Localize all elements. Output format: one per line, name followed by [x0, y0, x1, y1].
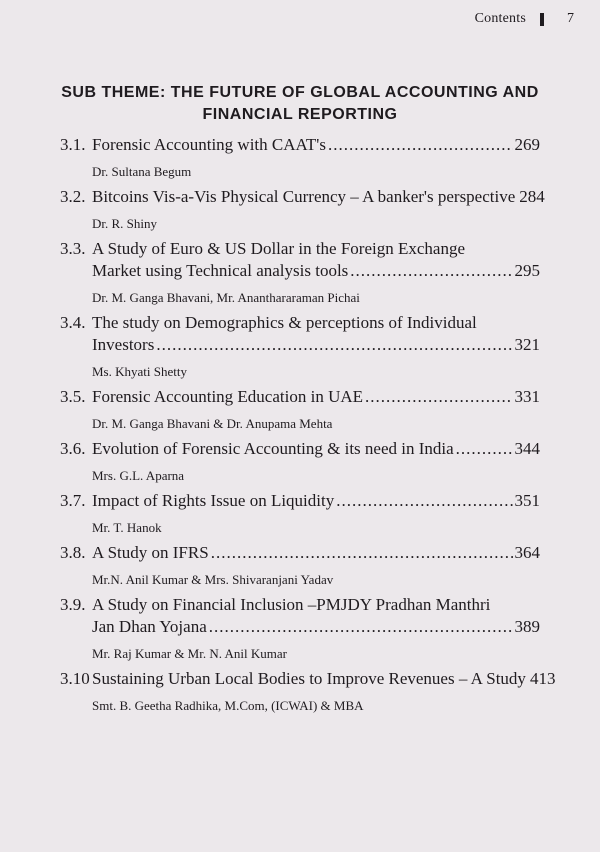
- toc-entry-number: 3.10: [60, 669, 90, 688]
- toc-entry: [60, 438, 540, 486]
- toc-entry-author: Smt. B. Geetha Radhika, M.Com, (ICWAI) & MBA: [92, 698, 364, 713]
- toc-entry-title-text: Forensic Accounting with CAAT's: [92, 135, 326, 154]
- toc-entry-author: Mr. Raj Kumar & Mr. N. Anil Kumar: [92, 646, 287, 661]
- toc-entry-page: 284: [519, 187, 545, 206]
- toc-entry: [60, 134, 540, 182]
- toc-entry-number: 3.4.: [60, 313, 86, 332]
- toc-entry-title-line-1: [60, 594, 540, 616]
- toc-entry: [60, 490, 540, 538]
- toc-entry: [60, 542, 540, 590]
- toc-entry-title: [60, 668, 556, 690]
- toc-entry-author: Mr.N. Anil Kumar & Mrs. Shivaranjani Yadav: [92, 572, 334, 587]
- toc-entry: [60, 668, 556, 716]
- dot-leader: [350, 260, 512, 282]
- toc-entry-page: 364: [514, 543, 540, 562]
- dot-leader: [365, 386, 512, 408]
- toc-entry-title-text: Investors: [92, 335, 155, 354]
- dot-leader: [328, 134, 513, 156]
- toc-entry-number: 3.6.: [60, 439, 86, 458]
- dot-leader: [456, 438, 513, 460]
- toc-entry-title-text: A Study on IFRS: [92, 543, 209, 562]
- toc-entry-author: Dr. M. Ganga Bhavani & Dr. Anupama Mehta: [92, 416, 333, 431]
- dot-leader: [156, 334, 512, 356]
- toc-entry-title-text: A Study on Financial Inclusion –PMJDY Pradhan Manthri: [92, 595, 491, 614]
- toc-entry-title-text: A Study of Euro & US Dollar in the Foreign Exchange: [92, 239, 466, 258]
- toc-entry-number: 3.1.: [60, 135, 86, 154]
- toc-entry-number: 3.2.: [60, 187, 86, 206]
- dot-leader: [211, 542, 513, 564]
- toc-entry-page: 295: [514, 261, 540, 280]
- toc-entry: [60, 186, 545, 234]
- toc-entry-title-line-1: [60, 238, 540, 260]
- toc-entry-page: 351: [514, 491, 540, 510]
- toc-entry-title-text: Jan Dhan Yojana: [92, 617, 207, 636]
- toc-entry-title-line-2: [60, 616, 540, 638]
- toc-entry-author: Dr. R. Shiny: [92, 216, 158, 231]
- dot-leader: [336, 490, 512, 512]
- toc-entry-title-text: Evolution of Forensic Accounting & its need in India: [92, 439, 454, 458]
- toc-entry-number: 3.5.: [60, 387, 86, 406]
- toc-entry-number: 3.7.: [60, 491, 86, 510]
- toc-entry: [60, 386, 540, 434]
- toc-entry-title-text: Market using Technical analysis tools: [92, 261, 349, 280]
- toc-entry-number: 3.8.: [60, 543, 86, 562]
- dot-leader: [209, 616, 513, 638]
- header-section-label: Contents: [474, 11, 526, 26]
- toc-entry: [60, 312, 540, 382]
- toc-entry-number: 3.9.: [60, 595, 86, 614]
- toc-entry-page: 413: [529, 669, 556, 688]
- toc-entry-title: [60, 386, 540, 408]
- running-header: [0, 10, 600, 28]
- toc-entry-title-text: Sustaining Urban Local Bodies to Improve Revenues – A Study: [92, 669, 526, 688]
- toc-entry-title: [60, 542, 540, 564]
- toc-entry-title-text: Forensic Accounting Education in UAE: [92, 387, 364, 406]
- sub-theme-heading: SUB THEME: THE FUTURE OF GLOBAL ACCOUNTING AND FINANCIAL REPORTING: [61, 84, 539, 123]
- toc-entry-title: [60, 490, 540, 512]
- toc-entry-page: 389: [514, 617, 540, 636]
- toc-entry-title: [60, 134, 540, 156]
- toc-entry-title-text: The study on Demographics & perceptions of Individual: [92, 313, 477, 332]
- toc-entry-author: Mrs. G.L. Aparna: [92, 468, 185, 483]
- toc-entry-author: Mr. T. Hanok: [92, 520, 162, 535]
- toc-entry-title-line-2: [60, 260, 540, 282]
- toc-entries: [60, 134, 556, 716]
- toc-entry-title-line-2: [60, 334, 540, 356]
- toc-entry-number: 3.3.: [60, 239, 86, 258]
- toc-entry-page: 269: [514, 135, 540, 154]
- toc-entry-page: 321: [514, 335, 540, 354]
- toc-entry-title: [60, 186, 545, 208]
- toc-entry: [60, 594, 540, 664]
- toc-entry-title-text: Bitcoins Vis-a-Vis Physical Currency – A banker's perspective: [92, 187, 516, 206]
- toc-entry: [60, 238, 540, 308]
- toc-entry-title-text: Impact of Rights Issue on Liquidity: [92, 491, 335, 510]
- header-separator: [540, 13, 544, 26]
- toc-entry-title: [60, 438, 540, 460]
- toc-entry-title-line-1: [60, 312, 540, 334]
- toc-entry-page: 344: [514, 439, 540, 458]
- toc-entry-author: Dr. Sultana Begum: [92, 164, 192, 179]
- toc-entry-page: 331: [514, 387, 540, 406]
- toc-entry-author: Ms. Khyati Shetty: [92, 364, 187, 379]
- toc-entry-author: Dr. M. Ganga Bhavani, Mr. Ananthararaman Pichai: [92, 290, 360, 305]
- header-page-number: 7: [567, 11, 574, 26]
